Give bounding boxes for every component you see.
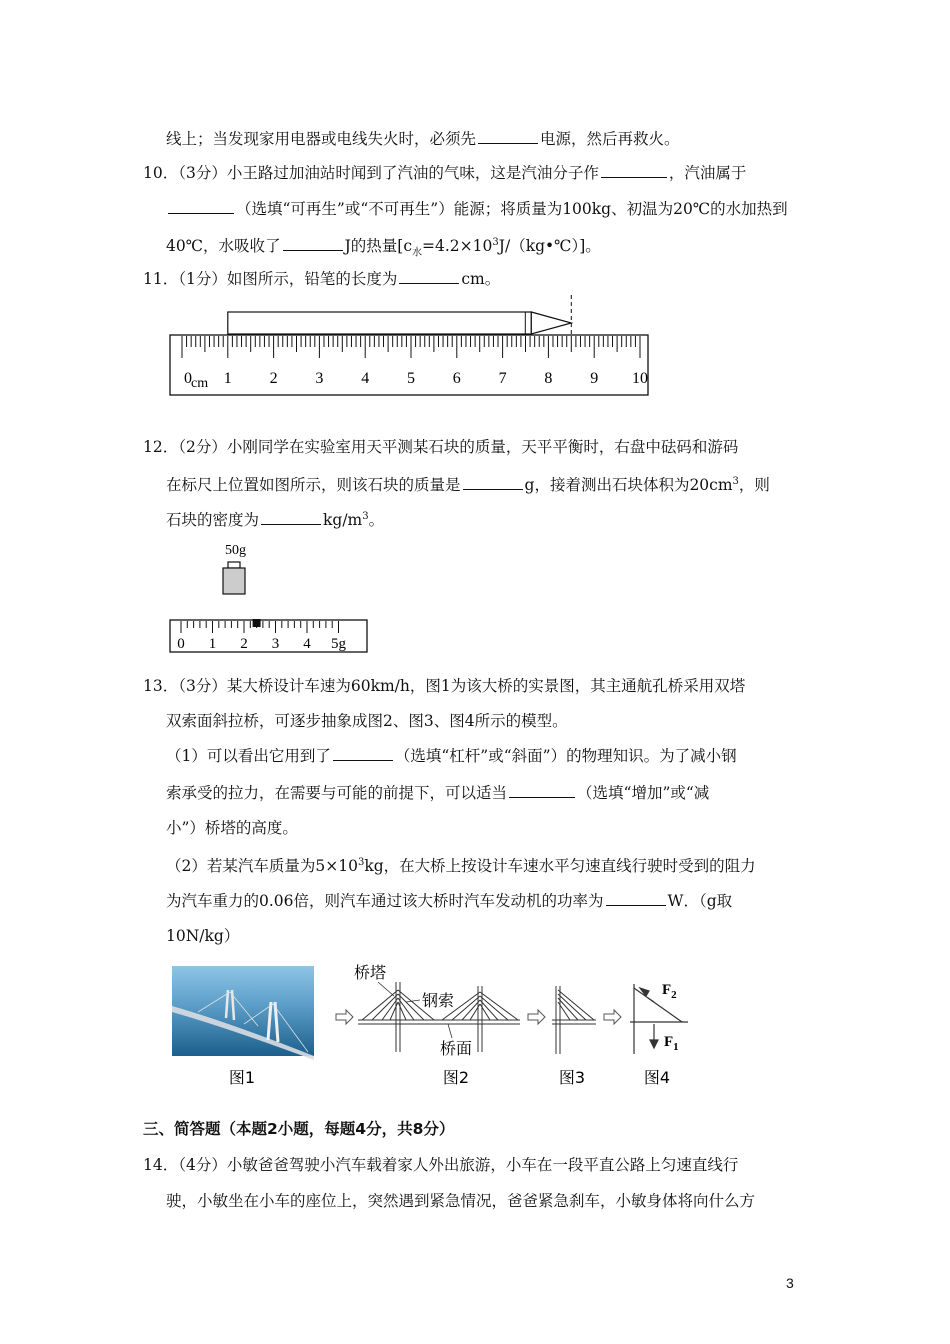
ruler-tick-label: 5 <box>407 370 415 387</box>
pencil <box>228 295 572 335</box>
answer-blank[interactable] <box>261 509 321 525</box>
weight-icon <box>223 562 245 594</box>
q10-line1: 10．（3分）小王路过加油站时闻到了汽油的气味，这是汽油分子作 ，汽油属于 <box>143 164 747 182</box>
force-diagram-fig4 <box>630 984 688 1054</box>
q13-part2-line1: （2）若某汽车质量为$5\times 10^3kg$，在大桥上按设计车速水平匀速直线行驶时受到的阻力 <box>166 857 756 876</box>
bridge-model-fig3 <box>552 986 596 1054</box>
ruler-unit-label: cm <box>191 376 209 391</box>
section-heading: 三、简答题（本题2小题，每题4分，共8分） <box>143 1120 455 1138</box>
q12-line3: 石块的密度为 $kg/m^3$。 <box>166 511 385 530</box>
scale-tick-label: 4 <box>303 636 311 652</box>
q14-line2: 驶，小敏坐在小车的座位上，突然遇到紧急情况，爸爸紧急刹车，小敏身体将向什么方 <box>166 1192 756 1210</box>
scale-tick-label: 3 <box>271 636 280 652</box>
fig2-label-cable: 钢索 <box>422 991 455 1010</box>
q10-line2: （选填“可再生”或“不可再生”）能源；将质量为100kg、初温为20℃的水加热到 <box>166 198 788 219</box>
ruler-tick-label: 0 <box>184 370 192 387</box>
answer-blank[interactable] <box>333 745 393 761</box>
ruler-tick-label: 7 <box>498 370 507 387</box>
answer-blank[interactable] <box>601 162 667 178</box>
answer-blank[interactable] <box>606 890 666 906</box>
rider-marker <box>253 619 261 627</box>
ruler <box>170 335 648 395</box>
q12-line2: 在标尺上位置如图所示，则该石块的质量是 g，接着测出石块体积为$20cm^3$，则 <box>166 476 770 495</box>
bridge-figures <box>168 962 708 1098</box>
q10-line3: 40℃，水吸收了 J的热量$[c_水=4.2\times 10^3J/(kg•℃)]$。 <box>166 237 601 259</box>
f2-label: F <box>662 982 672 998</box>
svg-text:F1 <box>664 1034 679 1053</box>
q13-part1-line1: （1）可以看出它用到了 （选填“杠杆”或“斜面”）的物理知识。为了减小钢 <box>166 747 737 765</box>
ruler-tick-label: 1 <box>223 370 232 387</box>
fig2-caption: 图2 <box>442 1068 470 1087</box>
q13-part1-line3: 小”）桥塔的高度。 <box>166 819 298 837</box>
scale-tick-label: 2 <box>240 636 248 652</box>
q9-continuation: 线上；当发现家用电器或电线失火时，必须先 电源，然后再救火。 <box>166 130 680 148</box>
q13-line1: 13．（3分）某大桥设计车速为60km/h，图1为该大桥的实景图，其主通航孔桥采用双塔 <box>143 677 746 695</box>
answer-blank[interactable] <box>283 235 343 251</box>
answer-blank[interactable] <box>509 782 575 798</box>
ruler-tick-label: 8 <box>544 370 553 387</box>
ruler-tick-label: 4 <box>361 370 370 387</box>
q13-part2-line3: 10N/kg） <box>166 927 240 945</box>
scale-tick-label: 5g <box>331 636 346 652</box>
arrow-right-icon <box>604 1010 621 1024</box>
f2-sub: 2 <box>671 989 677 1001</box>
ruler-tick-label: 3 <box>315 370 324 387</box>
svg-text:F2 <box>662 982 677 1001</box>
ruler-pencil-figure <box>168 295 652 397</box>
f1-sub: 1 <box>673 1041 679 1053</box>
q13-line2: 双索面斜拉桥，可逐步抽象成图2、图3、图4所示的模型。 <box>166 712 568 730</box>
weight-label: 50g <box>225 543 246 558</box>
ruler-tick-label: 10 <box>632 370 648 387</box>
answer-blank[interactable] <box>478 128 538 144</box>
pencil-body <box>228 312 532 334</box>
q14-line1: 14．（4分）小敏爸爸驾驶小汽车载着家人外出旅游，小车在一段平直公路上匀速直线行 <box>143 1156 739 1174</box>
arrow-right-icon <box>336 1010 353 1024</box>
answer-blank[interactable] <box>463 474 523 490</box>
q13-part2-line2: 为汽车重力的0.06倍，则汽车通过该大桥时汽车发动机的功率为 W．（g取 <box>166 892 733 910</box>
f1-label: F <box>664 1034 674 1050</box>
balance-figure <box>165 538 375 658</box>
page-number: 3 <box>786 1275 794 1291</box>
ruler-tick-label: 9 <box>590 370 599 387</box>
ruler-tick-label: 2 <box>269 370 278 387</box>
pencil-tip <box>531 312 571 334</box>
q12-line1: 12．（2分）小刚同学在实验室用天平测某石块的质量，天平平衡时，右盘中砝码和游码 <box>143 438 739 456</box>
q11-line1: 11．（1分）如图所示，铅笔的长度为 cm。 <box>143 270 501 288</box>
scale-tick-label: 1 <box>208 636 217 652</box>
fig1-caption: 图1 <box>228 1068 256 1087</box>
fig3-caption: 图3 <box>558 1068 586 1087</box>
arrow-right-icon <box>528 1010 545 1024</box>
balance-scale <box>170 619 367 652</box>
scale-tick-label: 0 <box>177 636 185 652</box>
q13-part1-line2: 索承受的拉力，在需要与可能的前提下，可以适当 （选填“增加”或“减 <box>166 784 710 802</box>
answer-blank[interactable] <box>399 268 459 284</box>
ruler-tick-label: 6 <box>452 370 461 387</box>
fig4-caption: 图4 <box>643 1068 671 1087</box>
bridge-photo <box>172 966 314 1060</box>
answer-blank[interactable] <box>168 198 234 214</box>
fig2-label-deck: 桥面 <box>440 1039 473 1058</box>
fig2-label-tower: 桥塔 <box>354 963 387 982</box>
